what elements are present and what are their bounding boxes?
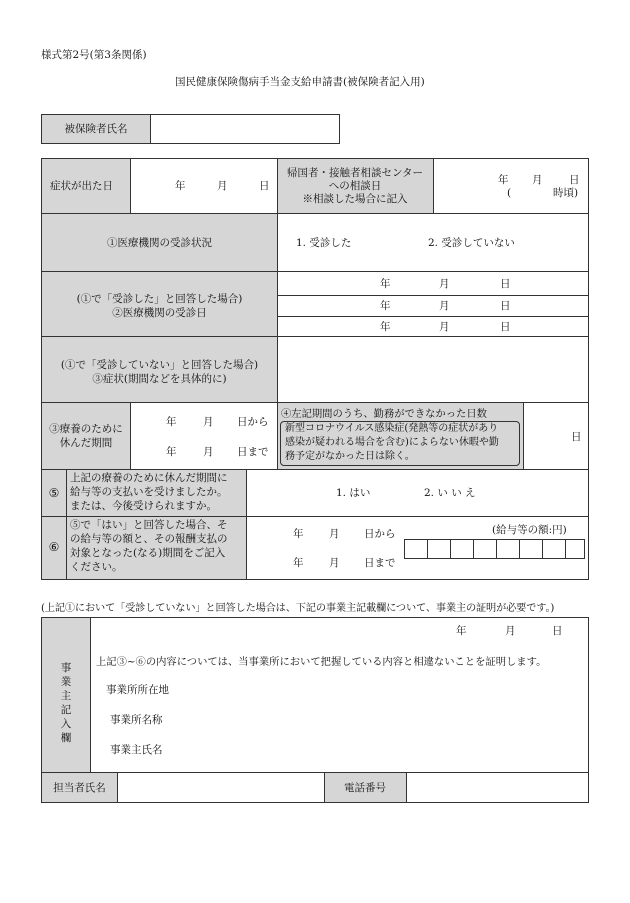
q6-from-day: 日から	[364, 528, 396, 540]
phone-number-input[interactable]	[408, 774, 587, 801]
insured-name-input[interactable]	[150, 114, 340, 144]
q2-row2-month: 月	[439, 300, 450, 312]
q4-note-line1: 新型コロナウイルス感染症(発熱等の症状があり	[285, 423, 499, 434]
q6-text-line3: 対象となった(なる)期間をご記入	[70, 547, 226, 559]
amount-digit-box[interactable]	[404, 539, 428, 559]
q4-to-month: 月	[203, 446, 214, 458]
amount-digit-box[interactable]	[427, 539, 451, 559]
q2-label-line2: ②医療機関の受診日	[112, 307, 207, 319]
q2-label-line1: (①で「受診した」と回答した場合)	[76, 293, 243, 305]
q4-note-title: ④左記期間のうち、勤務ができなかった日数	[281, 408, 487, 420]
consult-time-close: 時頃)	[553, 187, 579, 199]
q2-row2-day: 日	[500, 300, 511, 312]
q4-label-line1: ③療養のために	[49, 423, 123, 435]
q6-text-line1: ⑤で「はい」と回答した場合、そ	[70, 519, 228, 531]
q4-from-day: 日から	[237, 416, 269, 428]
consult-label-line3: ※相談した場合に記入	[302, 193, 408, 205]
consult-label-line2: への相談日	[328, 180, 382, 192]
amount-digit-box[interactable]	[450, 539, 474, 559]
q6-text-line2: の給与等の額と、その報酬支払の	[70, 533, 228, 545]
employer-side-char: 主	[60, 690, 72, 702]
q6-from-year: 年	[293, 528, 304, 540]
employer-day: 日	[552, 625, 563, 637]
symptom-year: 年	[175, 180, 186, 192]
q5-number: ⑤	[48, 486, 60, 500]
amount-digit-box[interactable]	[473, 539, 497, 559]
employer-side-char: 業	[60, 676, 72, 688]
amount-digit-box[interactable]	[565, 539, 585, 559]
q5-text-line3: または、今後受けられますか。	[70, 500, 217, 512]
q6-to-month: 月	[329, 557, 340, 569]
consult-time-open: (	[507, 187, 512, 199]
q4-days-unit: 日	[571, 431, 582, 443]
q5-text-line1: 上記の療養のために休んだ期間に	[70, 472, 228, 484]
employer-side-char: 記	[60, 704, 72, 716]
employer-side-char: 欄	[60, 732, 72, 744]
symptom-day: 日	[259, 180, 270, 192]
symptom-month: 月	[217, 180, 228, 192]
q5-option-no[interactable]: 2. い い え	[424, 487, 476, 499]
employer-side-char: 入	[60, 718, 72, 730]
q2-row1-day: 日	[500, 278, 511, 290]
employer-side-char: 事	[60, 662, 72, 674]
q3-label-line2: ③症状(期間などを具体的に)	[92, 373, 227, 385]
symptom-date-label: 症状が出た日	[50, 180, 113, 192]
staff-name-input[interactable]	[119, 774, 322, 801]
q6-to-day: 日まで	[364, 557, 396, 569]
q4-days-input[interactable]	[525, 404, 569, 467]
amount-digit-box[interactable]	[519, 539, 543, 559]
q4-note-line3: 務予定がなかった日は除く。	[285, 451, 415, 462]
consult-day: 日	[569, 174, 580, 186]
q1-option-visited[interactable]: 1. 受診した	[296, 237, 352, 249]
q2-row1-month: 月	[439, 278, 450, 290]
q2-row3-month: 月	[439, 321, 450, 333]
q3-label-line1: (①で「受診していない」と回答した場合)	[60, 359, 259, 371]
q4-from-month: 月	[203, 416, 214, 428]
consult-label-line1: 帰国者・接触者相談センター	[286, 167, 424, 179]
q2-row2-year: 年	[380, 300, 391, 312]
employer-name-label: 事業所名称	[110, 714, 163, 726]
q4-note-line2: 感染が疑われる場合を含む)によらない休暇や勤	[285, 437, 499, 448]
q3-symptom-input[interactable]	[279, 338, 587, 400]
q5-text-line2: 給与等の支払いを受けましたか。	[70, 486, 228, 498]
employer-month: 月	[505, 625, 516, 637]
employer-year: 年	[456, 625, 467, 637]
q4-to-year: 年	[166, 446, 177, 458]
employer-note: (上記①において「受診していない」と回答した場合は、下記の事業主記載欄について、事業主の証明が必要です。)	[41, 603, 555, 614]
form-number: 様式第2号(第3条関係)	[41, 49, 147, 61]
symptom-date-input[interactable]	[132, 160, 276, 212]
q2-row3-day: 日	[500, 321, 511, 333]
q4-to-day: 日まで	[237, 446, 269, 458]
q6-from-month: 月	[329, 528, 340, 540]
q4-label-bg	[42, 403, 130, 469]
q5-option-yes[interactable]: 1. はい	[336, 487, 371, 499]
q2-row3-year: 年	[380, 321, 391, 333]
q4-label-line2: 休んだ期間	[59, 437, 113, 449]
employer-owner-label: 事業主氏名	[110, 744, 163, 756]
q6-amount-label: (給与等の額:円)	[492, 524, 567, 536]
employer-certify-text: 上記③~⑥の内容については、当事業所において把握している内容と相違ないことを証明します。	[96, 656, 547, 668]
amount-digit-box[interactable]	[496, 539, 520, 559]
q1-label: ①医療機関の受診状況	[107, 237, 212, 249]
q6-number: ⑥	[48, 540, 60, 554]
insured-name-label: 被保険者氏名	[41, 114, 151, 144]
q1-option-not-visited[interactable]: 2. 受診していない	[428, 237, 515, 249]
consult-date-input[interactable]	[435, 160, 587, 212]
employer-address-label: 事業所所在地	[106, 684, 169, 696]
amount-digit-box[interactable]	[542, 539, 566, 559]
phone-number-label: 電話番号	[344, 782, 386, 794]
q6-to-year: 年	[293, 557, 304, 569]
q2-row1-year: 年	[380, 278, 391, 290]
staff-name-label: 担当者氏名	[53, 782, 106, 794]
page-title: 国民健康保険傷病手当金支給申請書(被保険者記入用)	[175, 76, 425, 88]
consult-month: 月	[532, 174, 543, 186]
q4-from-year: 年	[166, 416, 177, 428]
q6-text-line4: ください。	[70, 561, 123, 573]
consult-year: 年	[498, 174, 509, 186]
